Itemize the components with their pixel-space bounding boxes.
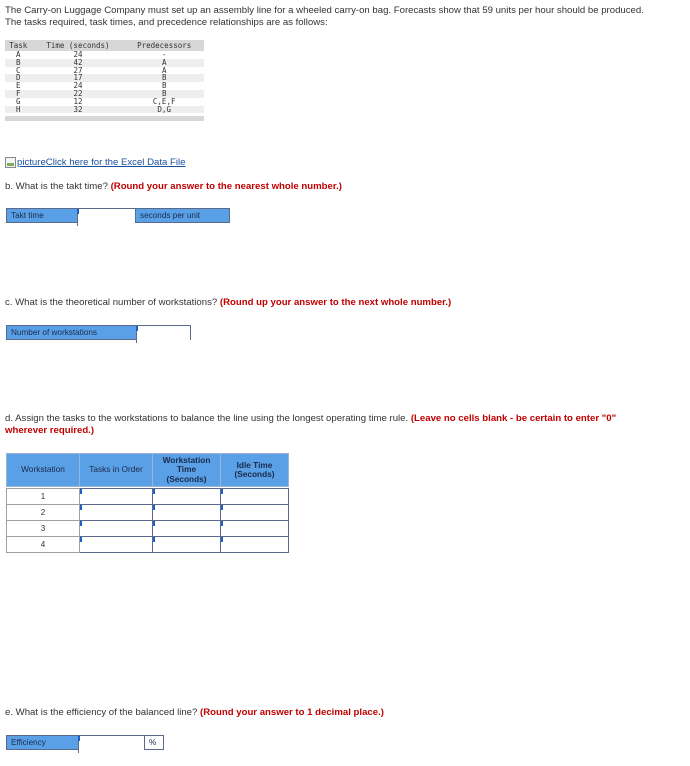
predecessor-cell: D,G — [124, 106, 204, 114]
question-c-hint: (Round up your answer to the next whole number.) — [219, 297, 452, 308]
ws-time-input[interactable] — [153, 522, 220, 536]
idle-time-cell — [221, 505, 289, 521]
time-cell: 24 — [73, 50, 83, 59]
takt-time-row — [6, 208, 230, 223]
question-e — [5, 707, 655, 719]
table-row — [5, 106, 204, 114]
task-cell: B — [5, 59, 32, 67]
efficiency-label: Efficiency — [7, 736, 78, 749]
table-row — [7, 521, 289, 537]
tasks-cell — [80, 489, 153, 505]
tasks-cell — [80, 505, 153, 521]
tasks-header: Tasks in Order — [80, 454, 153, 487]
time-cell: 42 — [32, 59, 125, 67]
ws-time-cell — [153, 489, 221, 505]
picture-icon — [5, 157, 16, 168]
predecessor-cell: B — [161, 81, 167, 91]
ws-time-input[interactable] — [153, 538, 220, 552]
task-cell: H — [5, 106, 32, 114]
time-cell: 22 — [32, 90, 125, 98]
ws-time-cell — [153, 505, 221, 521]
table-row — [5, 59, 204, 67]
time-cell: 12 — [73, 96, 83, 106]
tasks-cell — [80, 537, 153, 553]
takt-time-input[interactable] — [77, 213, 135, 226]
tasks-input[interactable] — [80, 538, 152, 552]
table-row — [5, 98, 204, 106]
workstation-table — [6, 453, 289, 553]
task-cell: A — [16, 50, 21, 59]
question-d-text: d. Assign the tasks to the workstations to balance the line using the longest operating time rule. — [5, 413, 411, 424]
workstation-time-header: Workstation Time (Seconds) — [153, 454, 221, 487]
tasks-input[interactable] — [80, 490, 152, 504]
efficiency-row — [6, 735, 164, 750]
table-row — [7, 537, 289, 553]
predecessors-header: Predecessors — [124, 40, 204, 51]
table-row — [5, 82, 204, 90]
workstation-header: Workstation — [7, 454, 80, 487]
question-b — [5, 181, 655, 193]
question-d — [5, 413, 645, 436]
workstations-label: Number of workstations — [7, 326, 136, 339]
excel-link-text[interactable]: Click here for the Excel Data File — [45, 157, 186, 168]
task-cell: C — [16, 65, 21, 75]
excel-data-link[interactable] — [5, 157, 186, 168]
ws-time-cell — [153, 537, 221, 553]
workstations-input[interactable] — [136, 330, 190, 343]
time-cell: 32 — [32, 106, 125, 114]
tasks-cell — [80, 521, 153, 537]
predecessor-cell: B — [124, 74, 204, 82]
question-b-text: b. What is the takt time? — [5, 181, 111, 192]
table-row — [5, 67, 204, 75]
idle-time-input[interactable] — [221, 522, 288, 536]
idle-time-input[interactable] — [221, 506, 288, 520]
takt-time-label: Takt time — [7, 209, 77, 222]
question-e-text: e. What is the efficiency of the balanced line? — [5, 707, 201, 718]
table-row — [7, 505, 289, 521]
workstation-number: 1 — [7, 489, 80, 505]
workstation-number: 2 — [7, 505, 80, 521]
problem-intro: The Carry-on Luggage Company must set up an assembly line for a wheeled carry-on bag. Forecasts show that 59 units per hour should be produced. The tasks required, task times, and precedence relationships are as follows: — [5, 5, 644, 28]
idle-time-cell — [221, 489, 289, 505]
time-cell: 24 — [73, 81, 83, 91]
task-table — [5, 40, 204, 121]
takt-time-unit: seconds per unit — [135, 209, 229, 222]
ws-time-cell — [153, 521, 221, 537]
idle-time-input[interactable] — [221, 490, 288, 504]
idle-time-header: Idle Time (Seconds) — [221, 454, 289, 487]
tasks-input[interactable] — [80, 506, 152, 520]
picture-alt-text: picture — [17, 157, 46, 168]
predecessor-cell: B — [124, 90, 204, 98]
task-cell: F — [5, 90, 32, 98]
workstations-row — [6, 325, 191, 340]
predecessor-cell: C,E,F — [152, 96, 176, 106]
input-flag — [78, 736, 144, 749]
table-footer — [5, 116, 204, 121]
idle-time-cell — [221, 521, 289, 537]
idle-time-cell — [221, 537, 289, 553]
time-cell: 27 — [73, 65, 83, 75]
input-flag — [77, 209, 135, 222]
task-cell: E — [16, 81, 21, 91]
workstation-number: 3 — [7, 521, 80, 537]
predecessor-cell: - — [161, 50, 167, 59]
time-header: Time (seconds) — [32, 40, 125, 51]
ws-time-input[interactable] — [153, 490, 220, 504]
question-b-hint: (Round your answer to the nearest whole number.) — [110, 181, 342, 192]
efficiency-input[interactable] — [78, 740, 144, 753]
workstation-number: 4 — [7, 537, 80, 553]
table-row — [5, 74, 204, 82]
predecessor-cell: A — [161, 65, 167, 75]
question-d-hint: (Leave no cells blank - be certain to enter "0" wherever required.) — [5, 413, 617, 436]
ws-time-input[interactable] — [153, 506, 220, 520]
table-row — [5, 51, 204, 59]
task-header: Task — [5, 40, 32, 51]
task-cell: G — [16, 96, 21, 106]
question-c-text: c. What is the theoretical number of workstations? — [5, 297, 220, 308]
predecessor-cell: A — [124, 59, 204, 67]
question-c — [5, 297, 655, 309]
time-cell: 17 — [32, 74, 125, 82]
task-cell: D — [5, 74, 32, 82]
percent-unit: % — [144, 736, 163, 749]
table-row — [7, 489, 289, 505]
input-flag — [136, 326, 190, 339]
tasks-input[interactable] — [80, 522, 152, 536]
question-e-hint: (Round your answer to 1 decimal place.) — [200, 707, 384, 718]
idle-time-input[interactable] — [221, 538, 288, 552]
